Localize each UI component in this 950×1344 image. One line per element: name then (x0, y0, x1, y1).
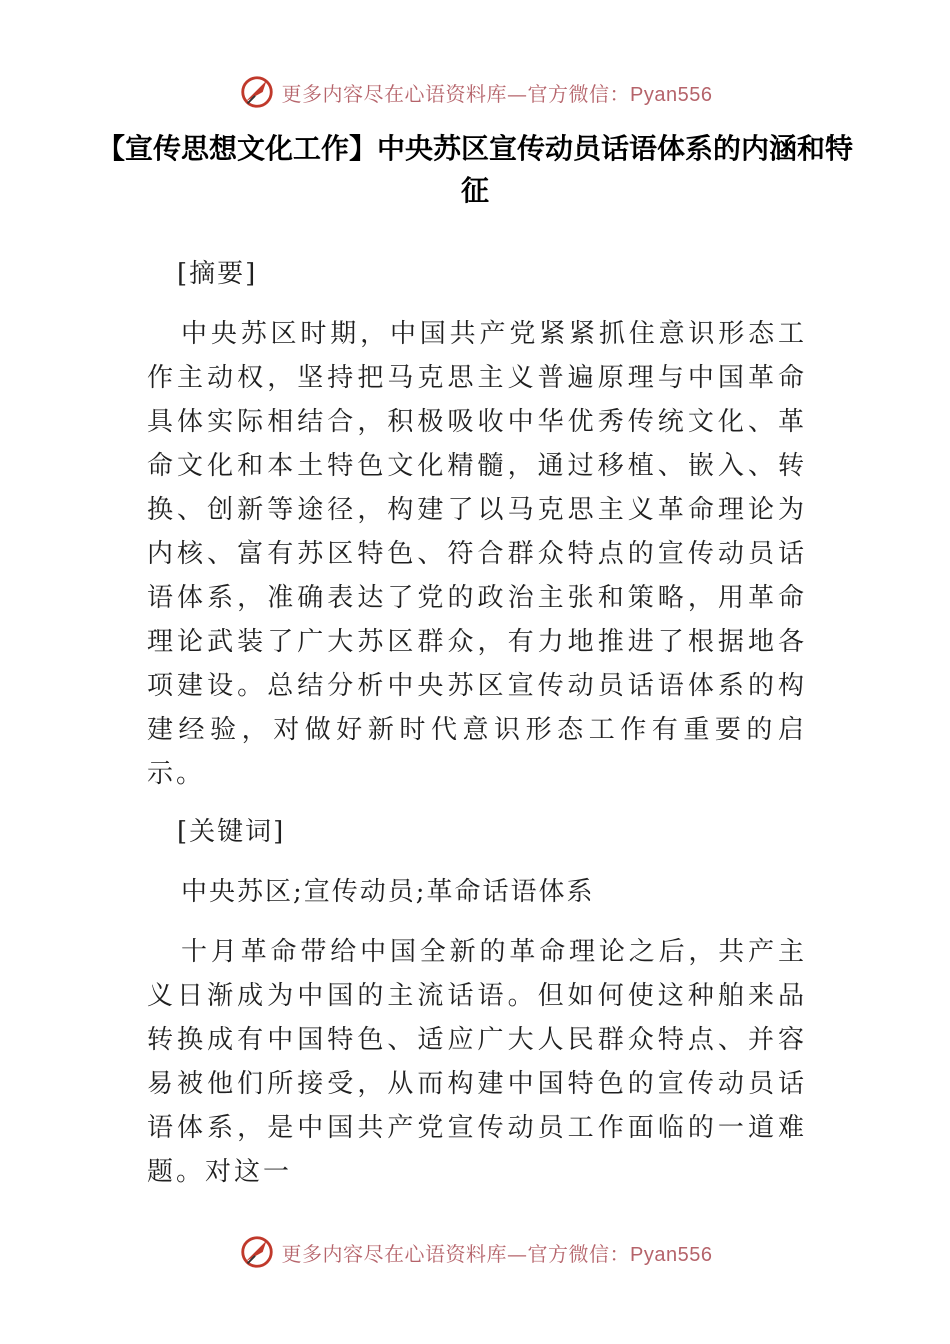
footer-banner (0, 1230, 950, 1274)
abstract-text: 中央苏区时期，中国共产党紧紧抓住意识形态工作主动权，坚持把马克思主义普遍原理与中国革命具体实际相结合，积极吸收中华优秀传统文化、革命文化和本土特色文化精髓，通过移植、嵌入、转换、创新等途径，构建了以马克思主义革命理论为内核、富有苏区特色、符合群众特点的宣传动员话语体系，准确表达了党的政治主张和策略，用革命理论武装了广大苏区群众，有力地推进了根据地各项建设。总结分析中央苏区宣传动员话语体系的构建经验，对做好新时代意识形态工作有重要的启示。 (147, 319, 807, 789)
document-body (147, 254, 807, 1210)
body-paragraph: 十月革命带给中国全新的革命理论之后，共产主义日渐成为中国的主流话语。但如何使这种舶来品转换成有中国特色、适应广大人民群众特点、并容易被他们所接受，从而构建中国特色的宣传动员话语体系，是中国共产党宣传动员工作面临的一道难题。对这一 (147, 937, 807, 1187)
abstract-heading: [摘要] (177, 259, 258, 289)
banner-text: 更多内容尽在心语资料库—官方微信：Pyan556 (281, 1241, 713, 1266)
document-title: 【宣传思想文化工作】中央苏区宣传动员话语体系的内涵和特征 (96, 132, 853, 207)
banner-text: 更多内容尽在心语资料库—官方微信：Pyan556 (281, 81, 713, 106)
header-banner (0, 70, 950, 114)
quill-logo-icon (238, 1233, 276, 1271)
keywords-text: 中央苏区;宣传动员;革命话语体系 (181, 877, 595, 907)
quill-logo-icon (238, 73, 276, 111)
keywords-heading: [关键词] (177, 817, 286, 847)
